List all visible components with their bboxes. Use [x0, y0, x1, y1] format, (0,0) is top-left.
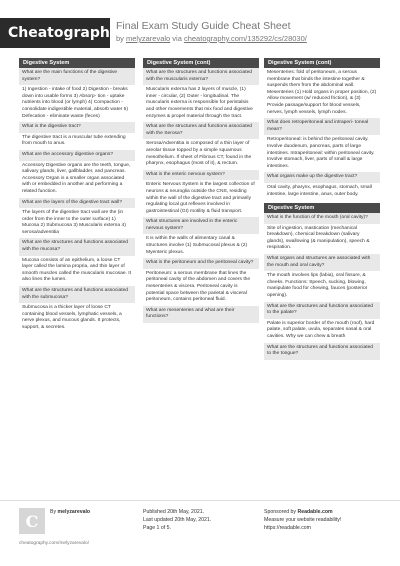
question: What are mesenteries and what are their functions? — [143, 306, 259, 323]
footer-sponsor — [264, 508, 341, 532]
section-heading: Digestive System (cont) — [264, 58, 380, 68]
updated-date: Last updated 20th May, 2021. — [143, 517, 212, 523]
sponsor-tagline: Measure your website readability! — [264, 517, 342, 523]
question: What does retroperitoneal and intraperi- toneal mean? — [264, 118, 380, 135]
byline — [116, 34, 307, 43]
question: What structures are involved in the enteric nervous system? — [143, 217, 259, 234]
qa-list — [264, 213, 380, 360]
question: What are the structures and functions associated to the tongue? — [264, 343, 380, 360]
page-header — [0, 0, 400, 52]
question: What are the structures and functions associated with the mucosa? — [19, 238, 135, 255]
question: What are the accessory digestive organs? — [19, 150, 135, 161]
answer: Enteric Nervous System is the largest collection of neurons & neuroglia outside the CNS, residing within the wall of the digestive tract and primarily regulating local gut reflexes involved in gastrointestinal (GI) motility & fluid transport. — [146, 182, 255, 214]
question: What are the structures and functions associated with the muscularis externa? — [143, 68, 259, 85]
byline-via: via — [170, 34, 184, 43]
qa-list — [264, 68, 380, 200]
sheet-url-link[interactable]: cheatography.com/135292/cs/28030/ — [183, 34, 307, 43]
answer: The digestive tract is a muscular tube extending from mouth to anus. — [22, 134, 126, 147]
logo-text: Cheatography — [8, 25, 119, 41]
answer: Retroperitoneal: is behind the peritoneal cavity. Involve duodenum, pancreas, parts of large intestines. Intraperitoneal: within peritoneal cavity. Involve stomach, liver, parts of small & large intestines. — [267, 137, 375, 169]
question: What is the digestive tract? — [19, 122, 135, 133]
question: What are the structures and functions associated to the palate? — [264, 302, 380, 319]
section-heading: Digestive System — [19, 58, 135, 68]
question: What organs make up the digestive tract? — [264, 172, 380, 183]
answer: 1) Ingestion - intake of food 2) Digestion - breaks down into usable forms 3) Absorp- tion - uptake nutrients into blood (or lymph) 4) Compaction - consolidate indigestible material, absorb water 5) Defecation - eliminate waste (feces) — [22, 87, 129, 119]
section-heading: Digestive System — [264, 203, 380, 213]
sponsor-url[interactable]: https://readable.com — [264, 525, 312, 531]
column-3 — [264, 58, 380, 360]
answer: Palate is superior border of the mouth (roof), hard palate, soft palate, uvula, separates nasal & oral cavities. Why we can chew & breath — [267, 320, 375, 339]
section-heading: Digestive System (cont) — [143, 58, 259, 68]
footer-by-label: By — [50, 509, 58, 515]
question: What organs and structures are associated with the mouth and oral cavity? — [264, 254, 380, 271]
footer-author-link[interactable]: melyzarevalo — [57, 509, 91, 515]
footer-author — [50, 508, 90, 516]
footer-author-url[interactable]: cheatography.com/melyzarevalo/ — [19, 541, 90, 546]
column-1 — [19, 58, 135, 334]
answer: It is within the walls of alimentary canal & structures involve (1) Submucosal plexus & (2) Myenteric plexus. — [146, 236, 248, 255]
answer: The mouth involves lips (labia), oral fissure, & cheeks. Functions: Speech, sucking, blowing, manipulate food for chewing, fauces (posterior opening). — [267, 273, 368, 299]
author-link[interactable]: melyzarevalo — [126, 34, 171, 43]
question: What is the function of the mouth (oral cavity)? — [264, 213, 380, 224]
question: What is the peritoneum and the peritoneal cavity? — [143, 258, 259, 269]
published-date: Published 20th May, 2021. — [143, 509, 205, 515]
answer: Serosa/Adventitia is composed of a thin layer of areolar tissue topped by a simple squamous mesothelium. If sheet of Fibrous CT, found in the pharynx, esophagus (most of it), & rectum. — [146, 141, 252, 167]
qa-list — [19, 68, 135, 334]
answer: Muscularis externa has 2 layers of muscle, (1) inner - circular, (2) Outer - longitudinal. The muscularis externa is responsible for peristalsis and other movements that mix food and digestive enzymes & propel material through the tract. — [146, 87, 253, 119]
sponsor-line — [264, 508, 341, 516]
answer: Mesenteries: fold of peritoneum, a serous membrane that binds the intestine together & suspends them from the abdominal wall. Mesenteries (1) Hold organs in proper position, (2) Allow movement (w/ reduced friction), & (3) Provide passage/support for blood vessels, nerves, lymph vessels, lymph nodes. — [267, 70, 377, 115]
question: What are the main functions of the digestive system? — [19, 68, 135, 85]
question: What are the structures and functions associated with the submucosa? — [19, 286, 135, 303]
sponsor-prefix: Sponsored by — [264, 509, 298, 515]
answer: Submucosa is a thicker layer of loose CT containing blood vessels, lymphatic vessels, a nerve plexus, and mucous glands. It protects, support, & secretes. — [22, 305, 122, 330]
question: What is the enteric nervous system? — [143, 170, 259, 181]
cheatography-logo[interactable] — [0, 18, 119, 48]
author-avatar[interactable] — [19, 508, 45, 534]
page-number: Page 1 of 5. — [143, 525, 171, 531]
sponsor-link[interactable]: Readable.com — [297, 509, 333, 515]
answer: Peritoneum: a serous membrane that lines the peritoneal cavity of the abdomen and covers the mesenteries & viscera. Peritoneal cavity is potential space between the parietal & visceral peritoneum, contains peritoneal fluid. — [146, 270, 251, 303]
byline-prefix: by — [116, 34, 127, 43]
avatar-letter: C — [25, 511, 39, 531]
qa-list — [143, 68, 259, 323]
answer: Mucosa consists of an epithelium, a loose CT layer called the lamina propria, and thin layer of smooth muscles called the muscularis mucosae. It also lines the lumen. — [22, 257, 131, 283]
answer: The layers of the digestive tract wall are the (in order from the inner to the outer surface) 1) Mucosa 2) Submucosa 3) Muscularis externa 4) serosa/adventitia — [22, 210, 126, 235]
answer: Site of ingestion, mastication (mechanical breakdown), chemical breakdown (salivary glands), swallowing (& manipulation), speech & respiration. — [267, 225, 370, 251]
column-2 — [143, 58, 259, 323]
answer: Accessory Digestive organs are the teeth, tongue, salivary glands, liver, gallbladder, and pancreas. Accessory Organ is a smaller organ associated with or embedded in another and performing a related function. — [22, 162, 131, 194]
footer-publish-info — [143, 508, 211, 532]
page-title: Final Exam Study Guide Cheat Sheet — [116, 20, 291, 32]
answer: Oral cavity, pharynx, esophagus, stomach, small intestine, large intestine, anus, outer body. — [267, 184, 372, 197]
question: What are the structures and functions associated with the Serosa? — [143, 122, 259, 139]
question: What are the layers of the digestive tract wall? — [19, 198, 135, 209]
